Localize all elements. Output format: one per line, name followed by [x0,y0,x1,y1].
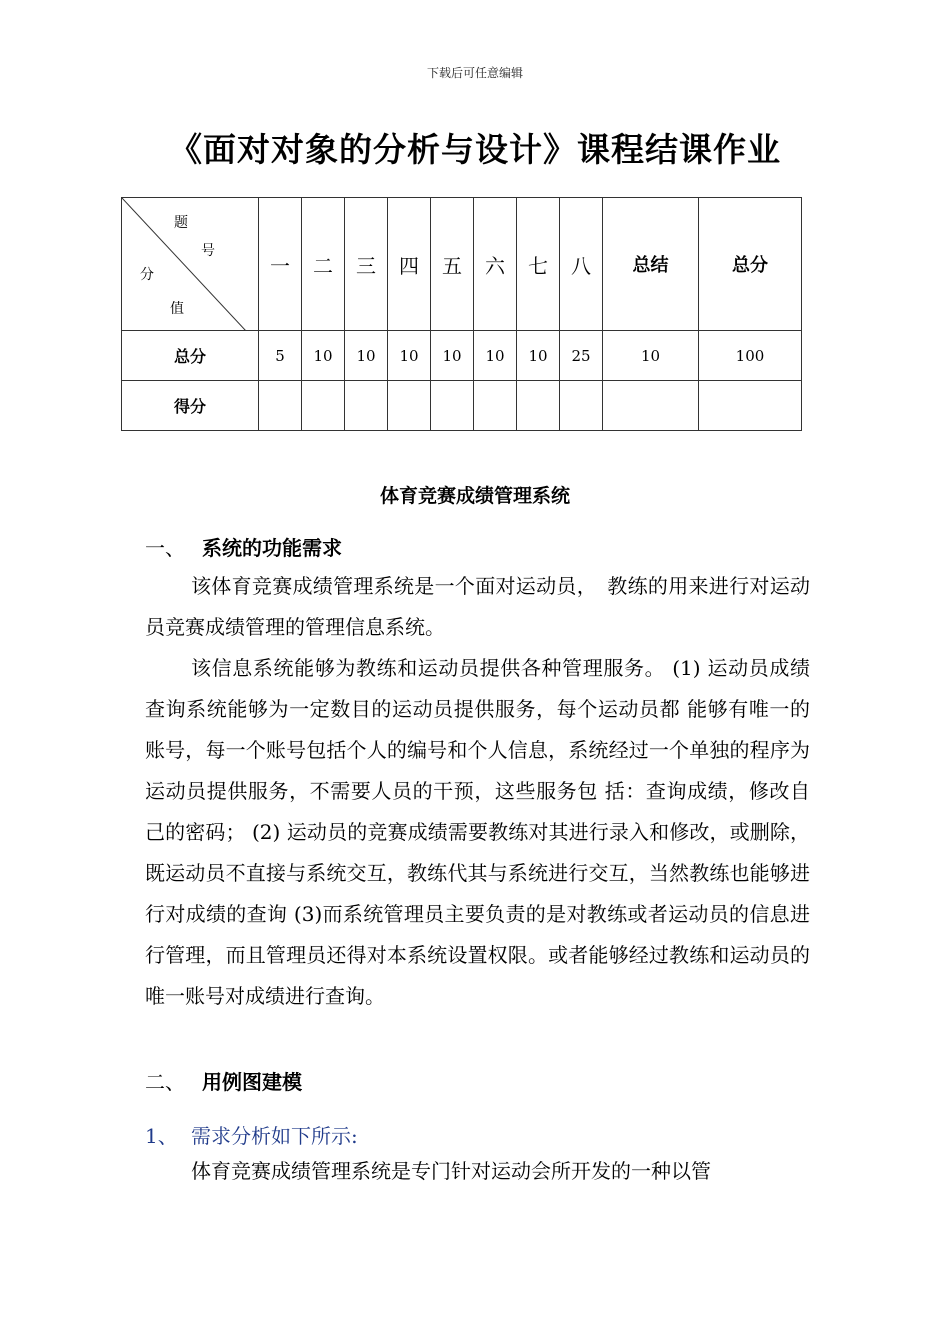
heading-2 [145,1066,302,1095]
table-cell: 10 [517,331,560,381]
header-note: 下载后可任意编辑 [426,66,523,80]
table-cell [474,381,517,431]
column-header: 六 [474,198,517,331]
paragraph-1: 该体育竞赛成绩管理系统是一个面对运动员， 教练的用来进行对运动员竞赛成绩管理的管理信息系统。 [145,574,810,639]
table-cell: 100 [699,331,802,381]
column-header: 七 [517,198,560,331]
column-header: 八 [560,198,603,331]
diagonal-header-cell [122,198,259,331]
heading-number: 一、 [145,536,185,560]
table-cell [699,381,802,431]
column-header: 一 [259,198,302,331]
heading-text: 用例图建模 [202,1070,302,1094]
table-row-total [122,331,802,381]
column-header: 三 [345,198,388,331]
table-cell [603,381,699,431]
table-cell: 10 [474,331,517,381]
table-cell [259,381,302,431]
table-cell [431,381,474,431]
corner-label-ti: 题 [174,215,188,231]
paragraph-2: 该信息系统能够为教练和运动员提供各种管理服务。 (1) 运动员成绩查询系统能够为一定数目的运动员提供服务，每个运动员都 能够有唯一的账号，每一个账号包括个人的编号和个人信息，系统经过一个单独的程序为运动员提供服务，不需要人员的干预，这些服务包 括：查询成绩，修改自己的密码； (2) 运动员的竞赛成绩需要教练对其进行录入和修改，或删除，既运动员不直接与系统交互，教练代其与系统进行交互，当然教练也能够进行对成绩的查询 (3)而系统管理员主要负责的是对教练或者运动员的信息进行管理，而且管理员还得对本系统设置权限。或者能够经过教练和运动员的唯一账号对成绩进行查询。 [145,656,810,1008]
subheading-text: 需求分析如下所示: [191,1124,358,1148]
corner-label-hao: 号 [201,243,215,259]
column-header: 五 [431,198,474,331]
table-cell: 10 [431,331,474,381]
table-cell: 10 [302,331,345,381]
table-cell: 25 [560,331,603,381]
table-cell [388,381,431,431]
table-row-score [122,381,802,431]
table-cell [302,381,345,431]
heading-text: 系统的功能需求 [202,536,342,560]
table-cell: 10 [345,331,388,381]
table-cell: 10 [388,331,431,381]
table-cell: 10 [603,331,699,381]
table-cell [345,381,388,431]
column-header: 总分 [699,198,802,331]
score-table-header-row [122,198,802,331]
table-cell [560,381,603,431]
row-label: 得分 [122,381,259,431]
paragraph-3: 体育竞赛成绩管理系统是专门针对运动会所开发的一种以管 [191,1159,711,1183]
column-header: 二 [302,198,345,331]
corner-label-fen: 分 [140,267,154,283]
row-label: 总分 [122,331,259,381]
score-table [121,197,802,431]
heading-number: 二、 [145,1070,185,1094]
document-title: 《面对对象的分析与设计》课程结课作业 [169,130,781,169]
table-cell: 5 [259,331,302,381]
subheading-number: 1、 [145,1124,178,1148]
table-cell [517,381,560,431]
column-header: 四 [388,198,431,331]
corner-label-zhi: 值 [170,301,184,317]
column-header: 总结 [603,198,699,331]
heading-1 [145,532,342,561]
subheading-1 [145,1120,358,1149]
section-title: 体育竞赛成绩管理系统 [379,485,570,507]
